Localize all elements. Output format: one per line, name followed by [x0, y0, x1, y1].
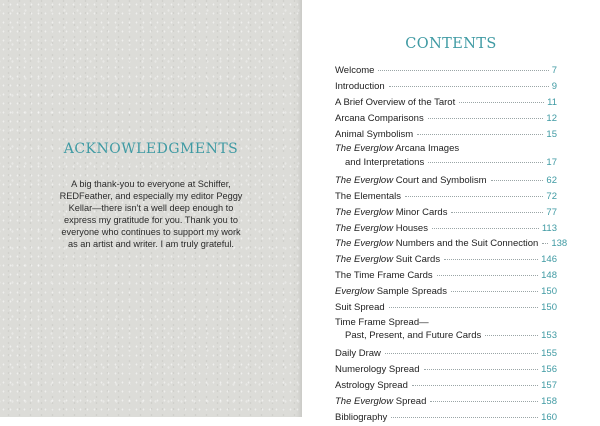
toc-page-number: 156 [541, 364, 557, 376]
toc-page-number: 138 [551, 238, 568, 250]
toc-entry-text: Minor Cards [393, 206, 448, 218]
dot-leader [451, 212, 543, 213]
toc-entry-title [335, 63, 374, 79]
toc-page-number: 17 [546, 156, 557, 168]
toc-entry[interactable] [335, 95, 557, 111]
acknowledgments-body: A big thank-you to everyone at Schiffer, REDFeather, and especially my editor Peggy Kellar—there isn't a well deep enough to express my gratitude for you. Thank you to everyone who continues to support my work as an artist and writer. I am truly grateful. [59, 179, 243, 250]
toc-page-number: 62 [546, 174, 557, 186]
toc-entry-title [335, 173, 487, 189]
dot-leader [378, 70, 548, 71]
toc-entry[interactable] [335, 410, 557, 426]
toc-entry-title [335, 127, 413, 143]
toc-entry-text: Court and Symbolism [393, 174, 487, 186]
toc-entry-italic: The Everglow [335, 222, 394, 234]
dot-leader [485, 335, 538, 336]
toc-page-number: 150 [541, 286, 557, 298]
toc-entry-text: Time Frame Spread— [335, 316, 429, 328]
toc-entry-title [335, 252, 440, 268]
toc-entry-italic: The Everglow [335, 174, 394, 186]
toc-entry[interactable] [335, 127, 557, 143]
toc-entry-italic: The Everglow [335, 206, 394, 218]
toc-page-number: 150 [541, 301, 557, 313]
toc-entry-text: Houses [393, 222, 428, 234]
toc-entry-text: Arcana Images [393, 143, 460, 155]
toc-entry-text: Numerology Spread [335, 364, 420, 376]
toc-page-number: 15 [546, 128, 557, 140]
toc-entry[interactable] [335, 316, 557, 343]
toc-entry-text: Spread [393, 395, 427, 407]
toc-entry-title [335, 95, 455, 111]
contents-page [302, 0, 600, 423]
dot-leader [430, 401, 538, 402]
toc-entry-title [335, 316, 429, 330]
toc-page-number: 113 [541, 222, 557, 234]
toc-entry-text: The Elementals [335, 190, 402, 202]
toc-entry-text: Arcana Comparisons [335, 112, 424, 124]
toc-page-number: 7 [551, 65, 557, 76]
toc-entry-text: Suit Spread [335, 301, 385, 313]
toc-entry-text: A Brief Overview of the Tarot [335, 96, 456, 108]
toc-entry[interactable] [335, 142, 557, 169]
toc-entry-title [335, 205, 447, 221]
dot-leader [542, 243, 548, 244]
toc-entry[interactable] [335, 236, 568, 252]
dot-leader [389, 307, 538, 308]
toc-entry-title [335, 79, 385, 95]
toc-page-number: 153 [541, 330, 557, 342]
toc-entry[interactable] [335, 63, 557, 79]
acknowledgments-heading: ACKNOWLEDGMENTS [63, 141, 239, 157]
toc-entry-text: Animal Symbolism [335, 128, 414, 140]
toc-page-number: 155 [541, 348, 557, 360]
dot-leader [459, 102, 544, 103]
toc-page-number: 160 [541, 411, 557, 423]
table-of-contents [335, 63, 568, 426]
acknowledgments-page [0, 0, 302, 417]
toc-entry[interactable] [335, 221, 557, 237]
toc-entry-text: Sample Spreads [374, 286, 447, 298]
toc-entry-title [335, 300, 385, 316]
toc-entry-text: The Time Frame Cards [335, 270, 433, 282]
toc-entry[interactable] [335, 362, 557, 378]
toc-page-number: 12 [546, 112, 557, 124]
toc-entry-title [335, 410, 387, 426]
toc-entry-italic: The Everglow [335, 143, 394, 155]
toc-page-number: 72 [546, 190, 557, 202]
toc-page-number: 157 [541, 380, 557, 392]
toc-entry-title [335, 221, 428, 237]
dot-leader [428, 162, 543, 163]
dot-leader [491, 180, 544, 181]
toc-entry[interactable] [335, 394, 557, 410]
dot-leader [428, 118, 544, 119]
dot-leader [417, 134, 543, 135]
toc-entry-text: Astrology Spread [335, 380, 408, 392]
dot-leader [444, 259, 538, 260]
contents-heading: CONTENTS [405, 36, 497, 52]
toc-entry-italic: The Everglow [335, 254, 394, 266]
toc-entry-text: Introduction [335, 80, 385, 92]
toc-entry[interactable] [335, 378, 557, 394]
toc-entry-continuation: Past, Present, and Future Cards [345, 330, 482, 342]
toc-page-number: 77 [546, 206, 557, 218]
dot-leader [391, 417, 538, 418]
toc-page-number: 146 [541, 254, 557, 266]
dot-leader [389, 86, 549, 87]
dot-leader [412, 385, 538, 386]
toc-entry[interactable] [335, 189, 557, 205]
toc-entry[interactable] [335, 173, 557, 189]
toc-entry[interactable] [335, 79, 557, 95]
toc-entry-text: Bibliography [335, 411, 388, 423]
toc-entry-text: Welcome [335, 65, 375, 76]
toc-entry[interactable] [335, 284, 557, 300]
toc-entry-continuation: and Interpretations [345, 156, 425, 168]
toc-page-number: 9 [551, 80, 557, 92]
toc-entry[interactable] [335, 205, 557, 221]
toc-entry-italic: Everglow [335, 286, 375, 298]
dot-leader [405, 196, 543, 197]
toc-entry-title [335, 268, 433, 284]
dot-leader [451, 291, 538, 292]
toc-entry-title [335, 284, 447, 300]
toc-entry[interactable] [335, 252, 557, 268]
toc-entry-title [335, 346, 381, 362]
toc-page-number: 148 [541, 270, 557, 282]
toc-entry-title [335, 111, 424, 127]
toc-page-number: 11 [547, 96, 557, 108]
dot-leader [437, 275, 538, 276]
toc-entry-title [335, 378, 408, 394]
toc-entry-title [335, 142, 459, 156]
toc-entry-italic: The Everglow [335, 238, 394, 250]
toc-entry-text: Daily Draw [335, 348, 381, 360]
toc-entry-italic: The Everglow [335, 395, 394, 407]
dot-leader [424, 369, 539, 370]
dot-leader [432, 228, 539, 229]
toc-entry-title [335, 362, 420, 378]
dot-leader [385, 353, 538, 354]
toc-entry-text: Suit Cards [393, 254, 441, 266]
toc-entry-text: Numbers and the Suit Connection [393, 238, 539, 250]
toc-entry[interactable] [335, 111, 557, 127]
toc-entry-title [335, 189, 401, 205]
toc-entry[interactable] [335, 346, 557, 362]
toc-entry-title [335, 236, 538, 252]
toc-page-number: 158 [541, 395, 557, 407]
toc-entry-title [335, 394, 426, 410]
toc-entry[interactable] [335, 268, 557, 284]
toc-entry[interactable] [335, 300, 557, 316]
